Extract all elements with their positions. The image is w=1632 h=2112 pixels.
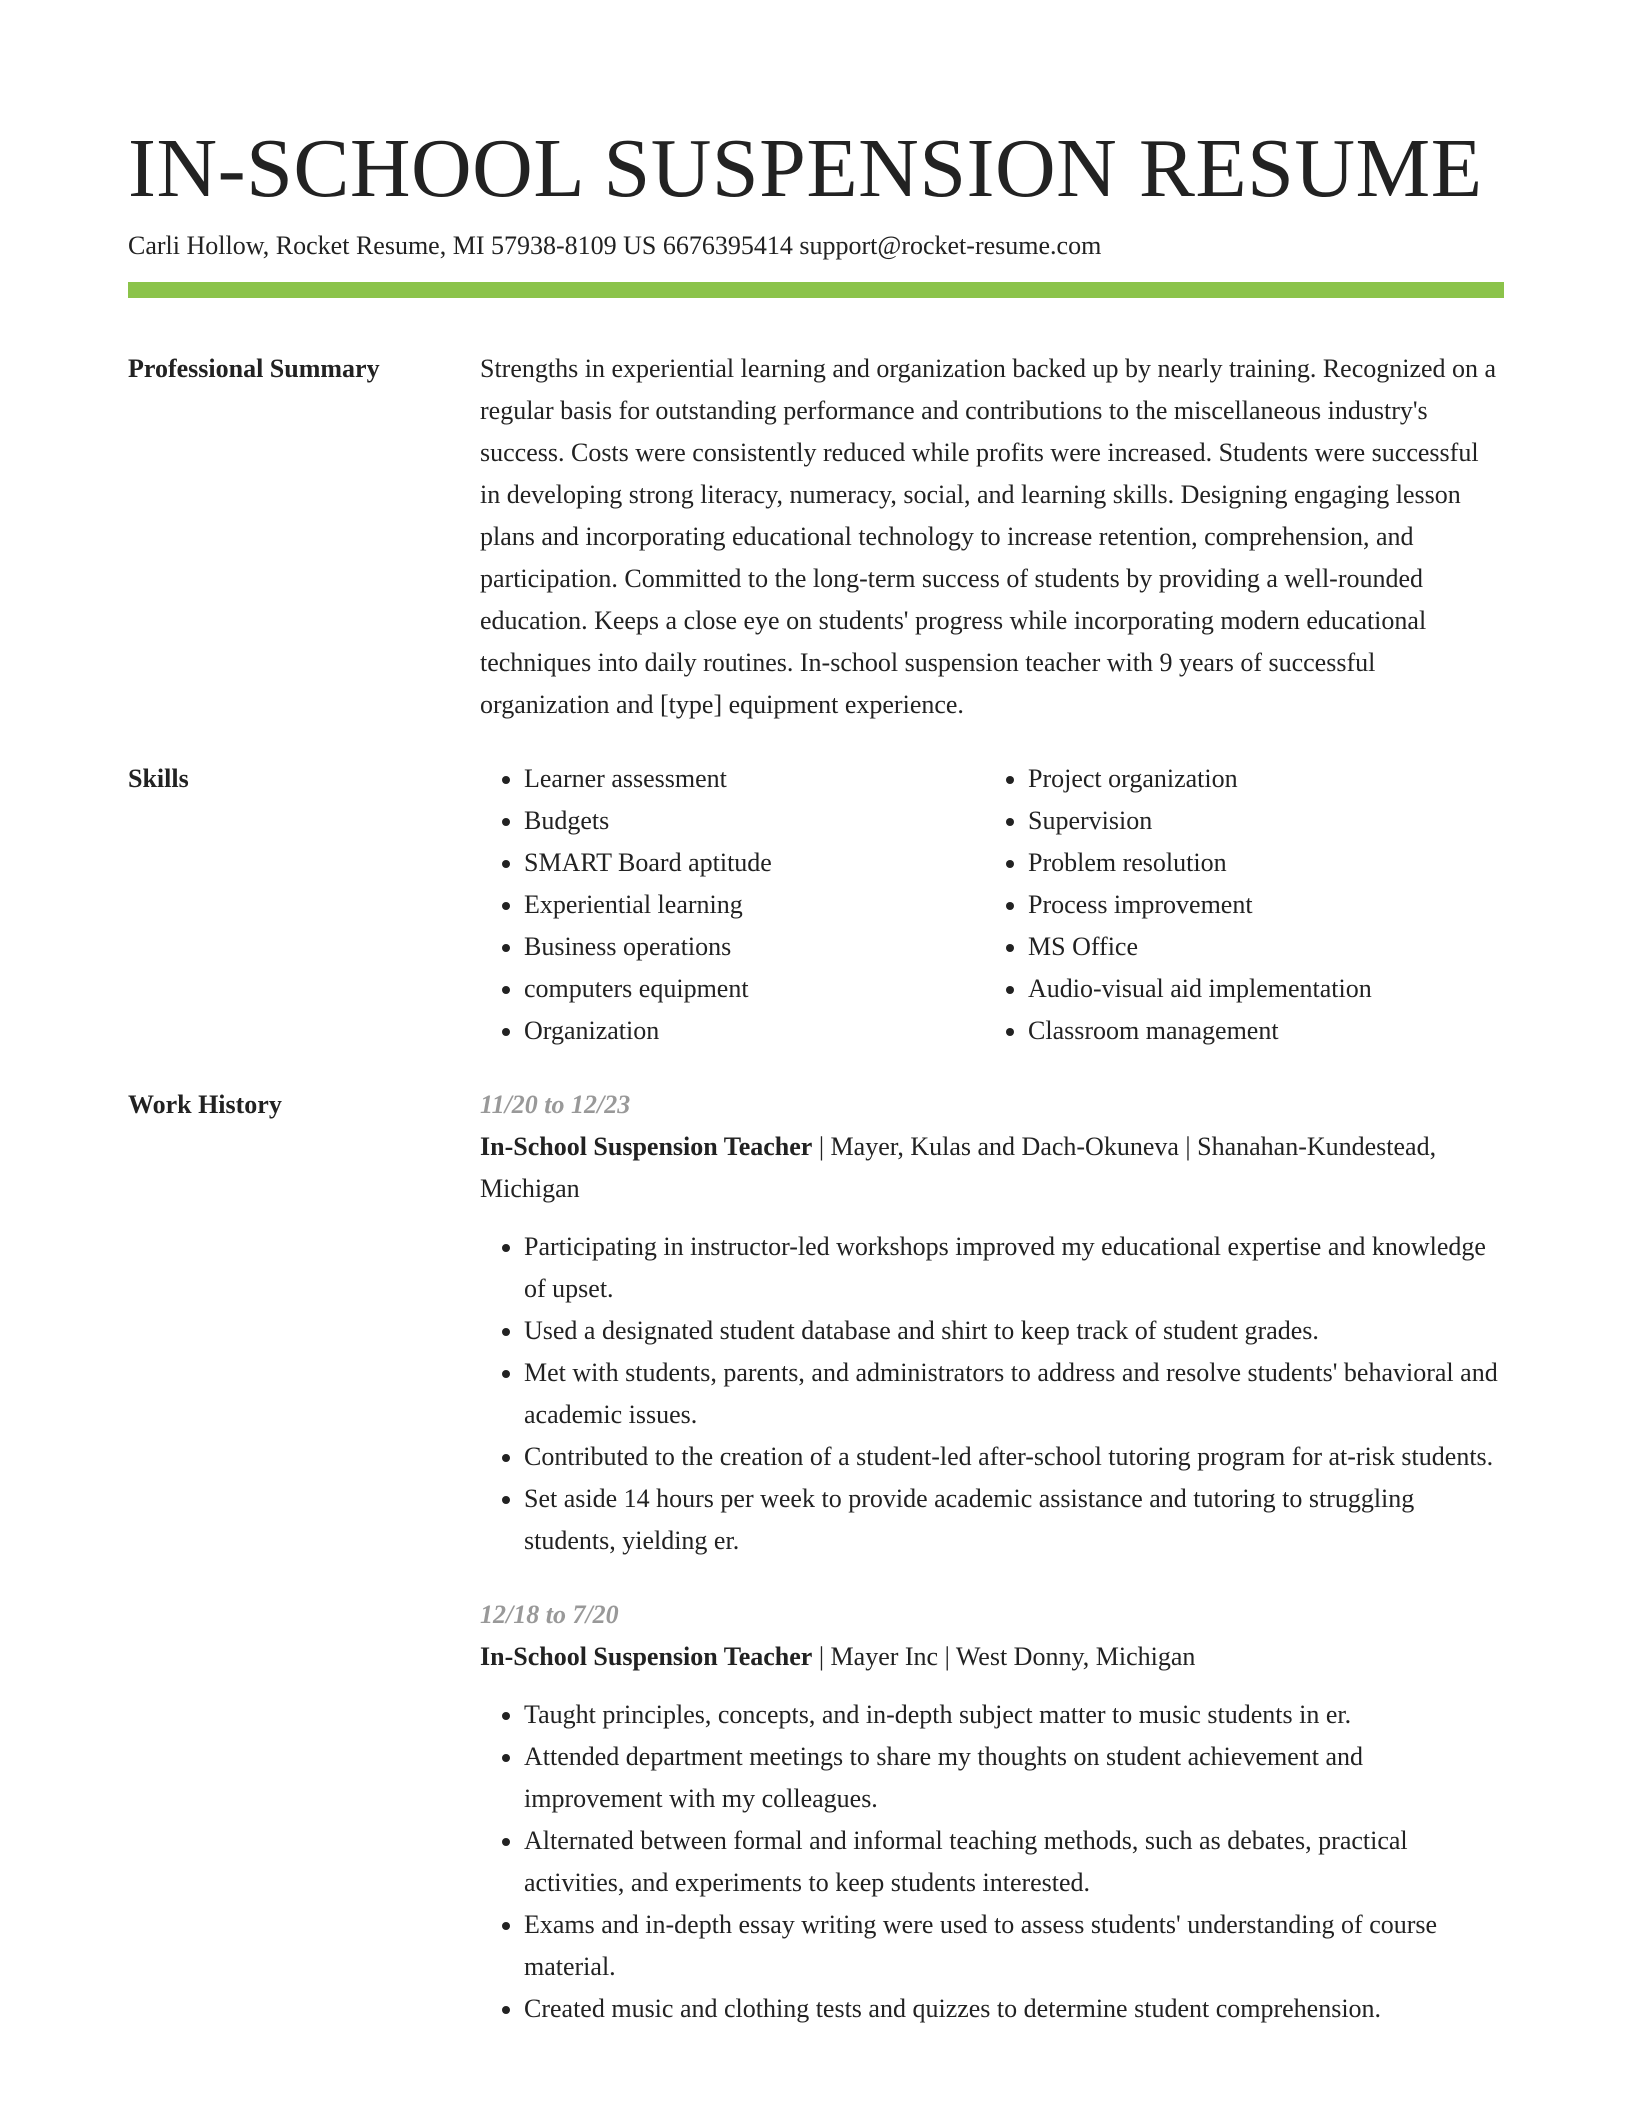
skill-item: • Audio-visual aid implementation	[1028, 968, 1488, 1010]
skill-item: • computers equipment	[524, 968, 984, 1010]
skills-columns	[480, 758, 1504, 1052]
skill-item: • Project organization	[1028, 758, 1488, 800]
summary-body	[480, 348, 1504, 726]
job-bullet: • Contributed to the creation of a student-led after-school tutoring program for at-risk students.	[524, 1436, 1504, 1478]
skill-item: • Experiential learning	[524, 884, 984, 926]
job-employer-location: | Mayer, Kulas and Dach-Okuneva | Shanahan-Kundestead, Michigan	[480, 1132, 1437, 1203]
page-title: IN-SCHOOL SUSPENSION RESUME	[128, 122, 1483, 215]
job-bullet: • Met with students, parents, and administrators to address and resolve students' behavioral and academic issues.	[524, 1352, 1504, 1436]
job-title: In-School Suspension Teacher	[480, 1132, 813, 1161]
job-entry	[480, 1084, 1504, 1562]
job-bullets	[480, 1226, 1504, 1562]
job-bullet: • Created music and clothing tests and quizzes to determine student comprehension.	[524, 1988, 1504, 2030]
skill-item: • Process improvement	[1028, 884, 1488, 926]
job-bullet: • Set aside 14 hours per week to provide academic assistance and tutoring to struggling students, yielding er.	[524, 1478, 1504, 1562]
job-bullet: • Used a designated student database and shirt to keep track of student grades.	[524, 1310, 1504, 1352]
job-bullet: • Exams and in-depth essay writing were used to assess students' understanding of course material.	[524, 1904, 1504, 1988]
contact-line: Carli Hollow, Rocket Resume, MI 57938-8109 US 6676395414 support@rocket-resume.com	[128, 231, 1102, 260]
skill-item: • Supervision	[1028, 800, 1488, 842]
job-dates: 12/18 to 7/20	[480, 1600, 619, 1629]
skills-section	[128, 758, 1504, 1052]
job-title: In-School Suspension Teacher	[480, 1642, 813, 1671]
job-bullets	[480, 1694, 1504, 2030]
job-title-line	[480, 1636, 1504, 1678]
work-history-body	[480, 1084, 1504, 2062]
skills-list-right	[984, 758, 1488, 1052]
job-bullet: • Taught principles, concepts, and in-depth subject matter to music students in er.	[524, 1694, 1504, 1736]
job-employer-location: | Mayer Inc | West Donny, Michigan	[812, 1642, 1196, 1671]
job-bullet: • Attended department meetings to share my thoughts on student achievement and improvement with my colleagues.	[524, 1736, 1504, 1820]
skill-item: • Learner assessment	[524, 758, 984, 800]
resume-page	[128, 0, 1504, 2062]
accent-divider	[128, 282, 1504, 298]
summary-text: Strengths in experiential learning and organization backed up by nearly training. Recognized on a regular basis for outstanding performance and contributions to the miscellaneous industry's success. Costs were consistently reduced while profits were increased. Students were successful in developing strong literacy, numeracy, social, and learning skills. Designing engaging lesson plans and incorporating educational technology to increase retention, comprehension, and participation. Committed to the long-term success of students by providing a well-rounded education. Keeps a close eye on students' progress while incorporating modern educational techniques into daily routines. In-school suspension teacher with 9 years of successful organization and [type] equipment experience.	[480, 354, 1497, 719]
skill-item: • Business operations	[524, 926, 984, 968]
job-bullet: • Alternated between formal and informal teaching methods, such as debates, practical activities, and experiments to keep students interested.	[524, 1820, 1504, 1904]
skill-item: • MS Office	[1028, 926, 1488, 968]
skill-item: • Budgets	[524, 800, 984, 842]
skill-item: • Organization	[524, 1010, 984, 1052]
section-heading-skills: Skills	[128, 764, 189, 793]
skill-item: • SMART Board aptitude	[524, 842, 984, 884]
job-dates: 11/20 to 12/23	[480, 1090, 631, 1119]
professional-summary-section	[128, 348, 1504, 726]
skills-list-left	[480, 758, 984, 1052]
skill-item: • Classroom management	[1028, 1010, 1488, 1052]
job-bullet: • Participating in instructor-led workshops improved my educational expertise and knowledge of upset.	[524, 1226, 1504, 1310]
skills-body	[480, 758, 1504, 1052]
section-heading-summary: Professional Summary	[128, 354, 380, 383]
work-history-section	[128, 1084, 1504, 2062]
skill-item: • Problem resolution	[1028, 842, 1488, 884]
job-entry	[480, 1594, 1504, 2030]
job-title-line	[480, 1126, 1504, 1210]
section-heading-work-history: Work History	[128, 1090, 282, 1119]
